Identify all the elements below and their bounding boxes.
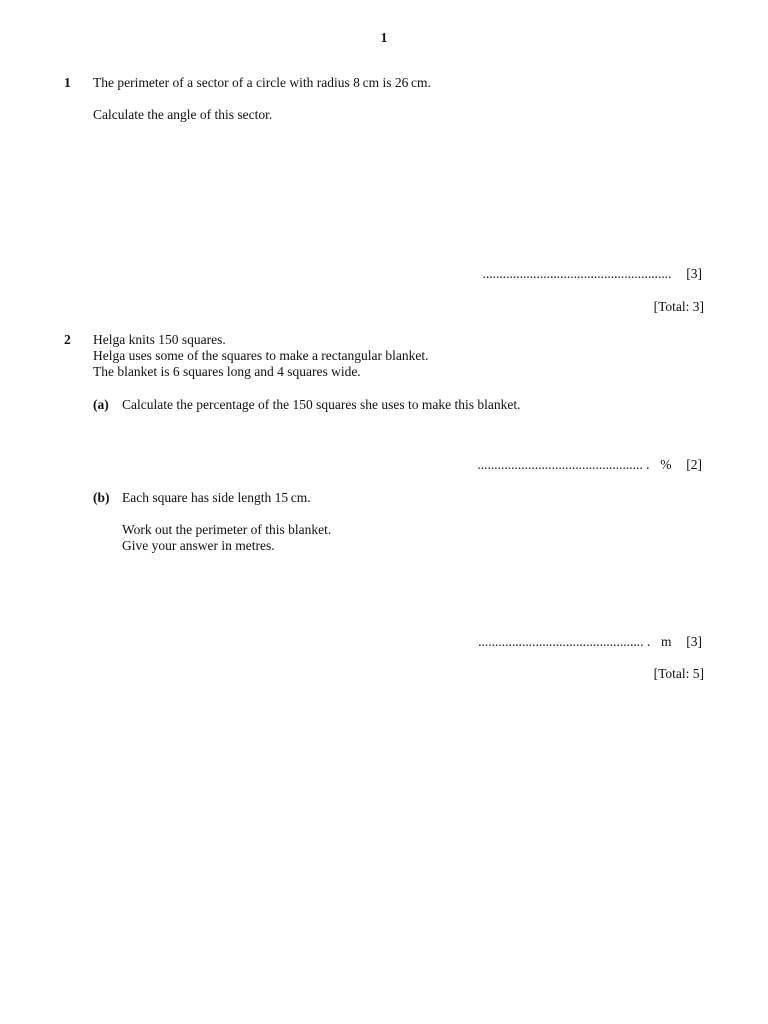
unit-label: % (660, 457, 672, 472)
marks-label: [3] (686, 634, 702, 649)
marks-label: [3] (686, 266, 702, 281)
question-1-text-line-1: The perimeter of a sector of a circle with radius 8 cm is 26 cm. (93, 75, 431, 90)
question-2-text-line-1: Helga knits 150 squares. (93, 332, 226, 347)
answer-dots: ........................................................ (482, 266, 672, 281)
question-2-total: [Total: 5] (653, 666, 704, 681)
part-b-text-line-3: Give your answer in metres. (122, 538, 275, 553)
question-1-answer-line[interactable] (483, 266, 703, 282)
part-b-text-line-2: Work out the perimeter of this blanket. (122, 522, 332, 537)
part-a-answer-line[interactable] (477, 457, 702, 473)
page-number: 1 (380, 30, 388, 45)
question-2-text-line-2: Helga uses some of the squares to make a rectangular blanket. (93, 348, 429, 363)
part-b-text-line-1: Each square has side length 15 cm. (122, 490, 311, 505)
part-b-answer-line[interactable] (478, 634, 702, 650)
answer-dots: ................................................. . (478, 634, 651, 649)
question-1-text-line-2: Calculate the angle of this sector. (93, 107, 273, 122)
question-1-number: 1 (64, 75, 71, 90)
part-a-text: Calculate the percentage of the 150 squares she uses to make this blanket. (122, 397, 521, 412)
question-2-text-line-3: The blanket is 6 squares long and 4 squares wide. (93, 364, 361, 379)
answer-dots: ................................................. . (477, 457, 650, 472)
question-1-total: [Total: 3] (653, 299, 704, 314)
marks-label: [2] (686, 457, 702, 472)
part-b-label: (b) (93, 490, 110, 505)
unit-label: m (660, 634, 672, 649)
question-2-number: 2 (64, 332, 71, 347)
part-a-label: (a) (93, 397, 109, 412)
